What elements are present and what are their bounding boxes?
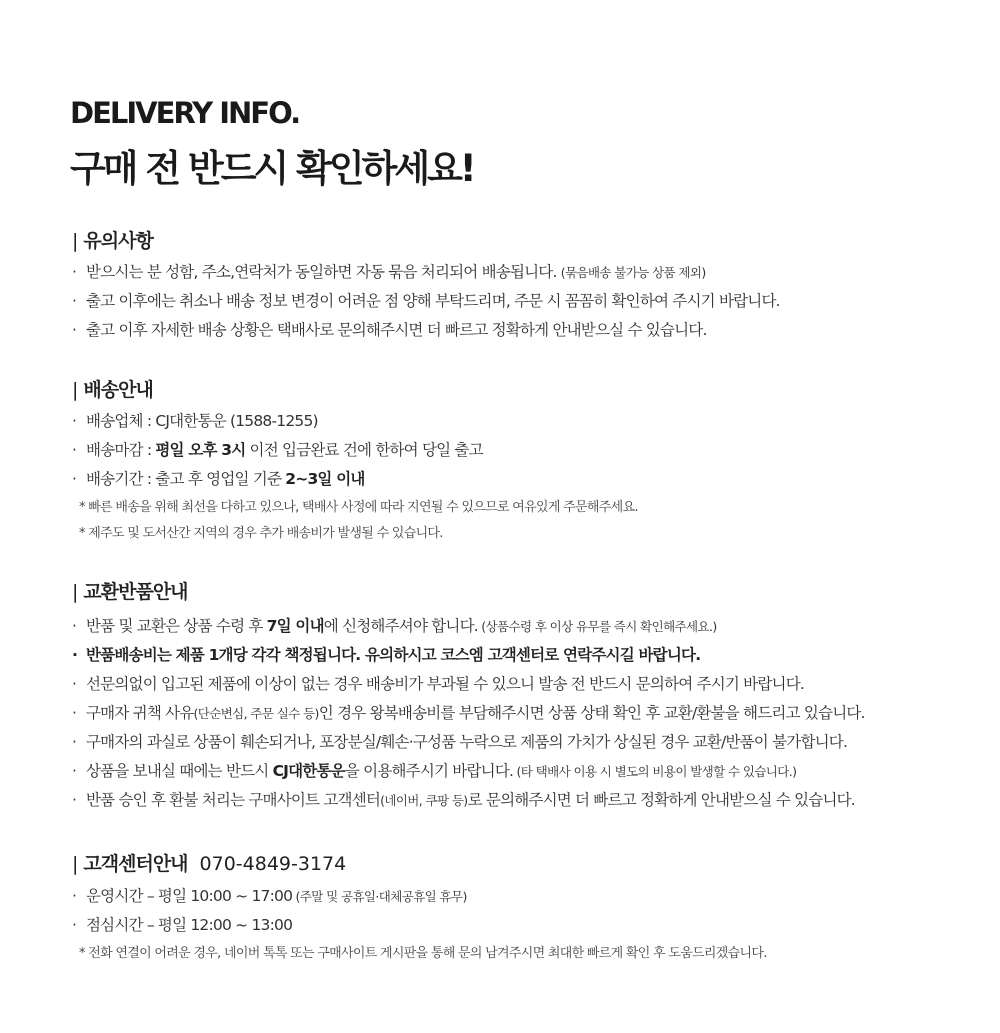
title-korean: 구매 전 반드시 확인하세요! <box>70 147 474 190</box>
item-text: 에 신청해주셔야 합니다. <box>323 617 478 635</box>
item-emphasis: CJ대한통운 <box>272 762 345 780</box>
returns-section <box>72 579 865 819</box>
returns-title: 교환반품안내 <box>83 581 188 603</box>
cs-heading <box>72 851 767 877</box>
hours-note: (주말 및 공휴일·대체공휴일 휴무) <box>292 889 467 904</box>
item-text: 을 이용해주시기 바랍니다. <box>344 762 514 780</box>
item-text: 로 문의해주시면 더 빠르고 정확하게 안내받으실 수 있습니다. <box>467 791 855 809</box>
item-text: 반품 및 교환은 상품 수령 후 <box>86 617 267 635</box>
bullet: · <box>72 704 77 722</box>
list-item <box>72 469 638 498</box>
list-item <box>72 440 638 469</box>
list-item <box>72 703 865 732</box>
bullet: · <box>72 617 77 635</box>
heading-bar: | <box>72 581 78 603</box>
list-item <box>72 732 865 761</box>
notice-section <box>72 228 780 349</box>
list-item <box>72 262 780 291</box>
shipping-note-2: * 제주도 및 도서산간 지역의 경우 추가 배송비가 발생될 수 있습니다. <box>79 526 443 541</box>
item-text: 출고 이후 자세한 배송 상황은 택배사로 문의해주시면 더 빠르고 정확하게 안내받으실 수 있습니다. <box>86 321 707 339</box>
shipping-note-1: * 빠른 배송을 위해 최선을 다하고 있으나, 택배사 사정에 따라 지연될 수 있으므로 여유있게 주문해주세요. <box>79 500 638 515</box>
cs-list <box>72 886 767 970</box>
item-text: 반품배송비는 제품 1개당 각각 책정됩니다. 유의하시고 코스엠 고객센터로 연락주시길 바랍니다. <box>86 646 701 664</box>
item-text: 반품 승인 후 환불 처리는 구매사이트 고객센터 <box>86 791 381 809</box>
item-text: 출고 이후에는 취소나 배송 정보 변경이 어려운 점 양해 부탁드리며, 주문 시 꼼꼼히 확인하여 주시기 바랍니다. <box>86 292 780 310</box>
period-label: 배송기간 : 출고 후 영업일 기준 <box>86 470 286 488</box>
company-value: CJ대한통운 (1588-1255) <box>155 412 318 430</box>
lunch-text: 점심시간 – 평일 12:00 ~ 13:00 <box>86 916 293 934</box>
cs-section <box>72 851 767 970</box>
bullet: · <box>72 916 77 934</box>
bullet: · <box>72 412 77 430</box>
bullet: · <box>72 733 77 751</box>
list-item <box>72 291 780 320</box>
notice-heading <box>72 228 780 254</box>
item-note: (단순변심, 주문 실수 등) <box>193 706 319 721</box>
item-note: (묶음배송 불가능 상품 제외) <box>560 265 706 280</box>
list-item <box>72 674 865 703</box>
notice-title: 유의사항 <box>83 230 153 252</box>
item-emphasis: 7일 이내 <box>266 617 324 635</box>
list-item <box>72 616 865 645</box>
heading-bar: | <box>72 853 78 875</box>
returns-heading <box>72 579 865 605</box>
bullet: · <box>72 791 77 809</box>
item-text: 구매자 귀책 사유 <box>86 704 194 722</box>
cs-note: * 전화 연결이 어려운 경우, 네이버 톡톡 또는 구매사이트 게시판을 통해 문의 남겨주시면 최대한 빠르게 확인 후 도움드리겠습니다. <box>79 946 767 961</box>
item-text: 상품을 보내실 때에는 반드시 <box>86 762 273 780</box>
cutoff-value: 평일 오후 3시 <box>155 441 246 459</box>
cs-title: 고객센터안내 <box>83 853 188 875</box>
cutoff-label: 배송마감 : <box>86 441 156 459</box>
heading-bar: | <box>72 230 78 252</box>
bullet: · <box>72 441 77 459</box>
item-text: 구매자의 과실로 상품이 훼손되거나, 포장분실/훼손·구성품 누락으로 제품의 가치가 상실된 경우 교환/반품이 불가합니다. <box>86 733 848 751</box>
title-english: DELIVERY INFO. <box>70 96 300 130</box>
shipping-heading <box>72 377 638 403</box>
list-item <box>72 761 865 790</box>
bullet: · <box>72 646 78 664</box>
item-note: (상품수령 후 이상 유무를 즉시 확인해주세요.) <box>477 619 717 634</box>
item-text: 선문의없이 입고된 제품에 이상이 없는 경우 배송비가 부과될 수 있으니 발송 전 반드시 문의하여 주시기 바랍니다. <box>86 675 804 693</box>
notice-list <box>72 262 780 349</box>
shipping-title: 배송안내 <box>83 379 153 401</box>
item-text: 인 경우 왕복배송비를 부담해주시면 상품 상태 확인 후 교환/환불을 해드리고 있습니다. <box>318 704 865 722</box>
list-item <box>72 411 638 440</box>
bullet: · <box>72 762 77 780</box>
cs-phone: 070-4849-3174 <box>199 853 347 875</box>
company-label: 배송업체 : <box>86 412 156 430</box>
shipping-section <box>72 377 638 550</box>
list-item <box>72 915 767 944</box>
heading-bar: | <box>72 379 78 401</box>
bullet: · <box>72 292 77 310</box>
item-note: (타 택배사 이용 시 별도의 비용이 발생할 수 있습니다.) <box>513 764 797 779</box>
item-note: (네이버, 쿠팡 등) <box>380 793 468 808</box>
cutoff-rest: 이전 입금완료 건에 한하여 당일 출고 <box>245 441 483 459</box>
bullet: · <box>72 263 77 281</box>
shipping-list <box>72 411 638 550</box>
list-item <box>72 790 865 819</box>
bullet: · <box>72 470 77 488</box>
returns-list <box>72 616 865 819</box>
list-item <box>72 320 780 349</box>
bullet: · <box>72 675 77 693</box>
list-item <box>72 645 865 674</box>
hours-text: 운영시간 – 평일 10:00 ~ 17:00 <box>86 887 293 905</box>
bullet: · <box>72 887 77 905</box>
period-value: 2~3일 이내 <box>285 470 365 488</box>
item-text: 받으시는 분 성함, 주소,연락처가 동일하면 자동 묶음 처리되어 배송됩니다. <box>86 263 557 281</box>
list-item <box>72 886 767 915</box>
bullet: · <box>72 321 77 339</box>
